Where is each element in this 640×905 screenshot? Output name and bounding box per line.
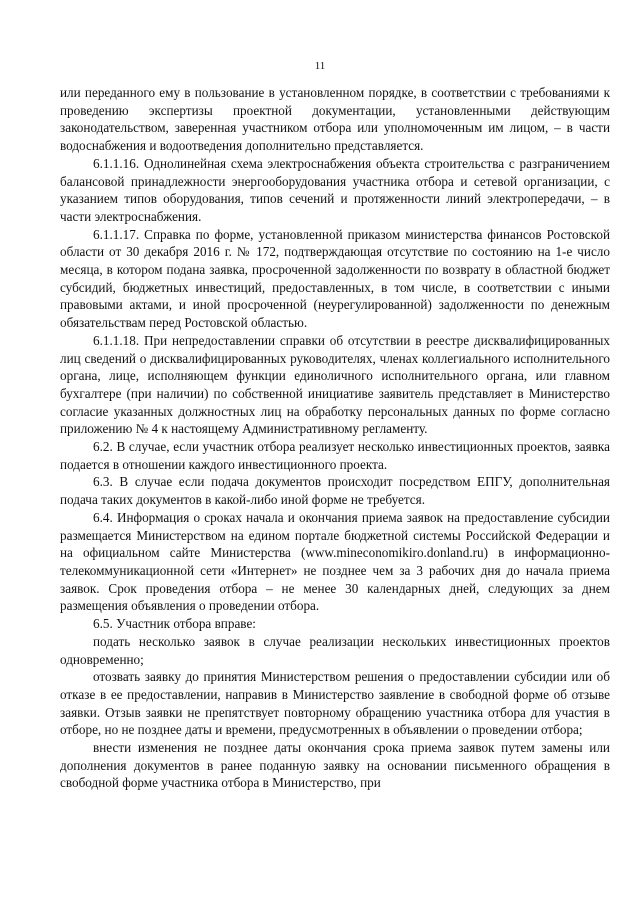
document-body bbox=[60, 84, 610, 792]
paragraph-6-4: 6.4. Информация о сроках начала и окончания приема заявок на предоставление субсидии размещается Министерством на едином портале бюджетной системы Российской Федерации и на официальном сайте Министерства (www.mineconomikiro.donland.ru) в информационно-телекоммуникационной сети «Интернет» не позднее чем за 3 рабочих дня до начала приема заявок. Срок проведения отбора – не менее 30 календарных дней, следующих за днем размещения объявления о проведении отбора. bbox=[60, 509, 610, 614]
paragraph-6-1-1-16: 6.1.1.16. Однолинейная схема электроснабжения объекта строительства с разграничением балансовой принадлежности энергооборудования участника отбора и сетевой организации, с указанием типов оборудования, типов сечений и протяженности линий электропередачи, – в части электроснабжения. bbox=[60, 155, 610, 224]
paragraph-6-5-item-amend: внести изменения не позднее даты окончания срока приема заявок путем замены или дополнения документов в ранее поданную заявку на основании письменного обращения в свободной форме участника отбора в Министерство, при bbox=[60, 740, 610, 791]
paragraph-6-3: 6.3. В случае если подача документов происходит посредством ЕПГУ, дополнительная подача таких документов в какой-либо иной форме не требуется. bbox=[60, 474, 610, 508]
paragraph-6-2: 6.2. В случае, если участник отбора реализует несколько инвестиционных проектов, заявка подается в отношении каждого инвестиционного проекта. bbox=[60, 439, 610, 472]
page-number: 11 bbox=[314, 60, 326, 72]
paragraph-continuation: или переданного ему в пользование в установленном порядке, в соответствии с требованиями к проведению экспертизы проектной документации, установленными действующим законодательством, заверенная участником отбора или уполномоченным им лицом, – в части водоснабжения и водоотведения дополнительно представляется. bbox=[60, 85, 610, 154]
paragraph-6-1-1-18: 6.1.1.18. При непредоставлении справки об отсутствии в реестре дисквалифицированных лиц сведений о дисквалифицированных руководителях, членах коллегиального исполнительного органа, лице, исполняющем функции единоличного исполнительного органа, или главном бухгалтере (при наличии) по собственной инициативе заявитель представляет в Министерство согласие указанных должностных лиц на обработку персональных данных по форме согласно приложению № 4 к настоящему Административному регламенту. bbox=[60, 332, 610, 437]
paragraph-6-5-item-submit: подать несколько заявок в случае реализации нескольких инвестиционных проектов одновременно; bbox=[60, 633, 610, 667]
paragraph-6-5-item-withdraw: отозвать заявку до принятия Министерством решения о предоставлении субсидии или об отказе в ее предоставлении, направив в Министерство заявление в свободной форме об отзыве заявки. Отзыв заявки не препятствует повторному обращению участника отбора для участия в отборе, но не позднее даты и времени, предусмотренных в объявлении о проведении отбора; bbox=[60, 669, 610, 738]
paragraph-6-5: 6.5. Участник отбора вправе: bbox=[93, 616, 256, 632]
paragraph-6-1-1-17: 6.1.1.17. Справка по форме, установленной приказом министерства финансов Ростовской области от 30 декабря 2016 г. № 172, подтверждающая отсутствие по состоянию на 1-е число месяца, в котором подана заявка, просроченной задолженности по возврату в областной бюджет субсидий, бюджетных инвестиций, предоставленных, в том числе, в соответствии с иными правовыми актами, и иной просроченной (неурегулированной) задолженности по денежным обязательствам перед Ростовской областью. bbox=[60, 226, 610, 331]
